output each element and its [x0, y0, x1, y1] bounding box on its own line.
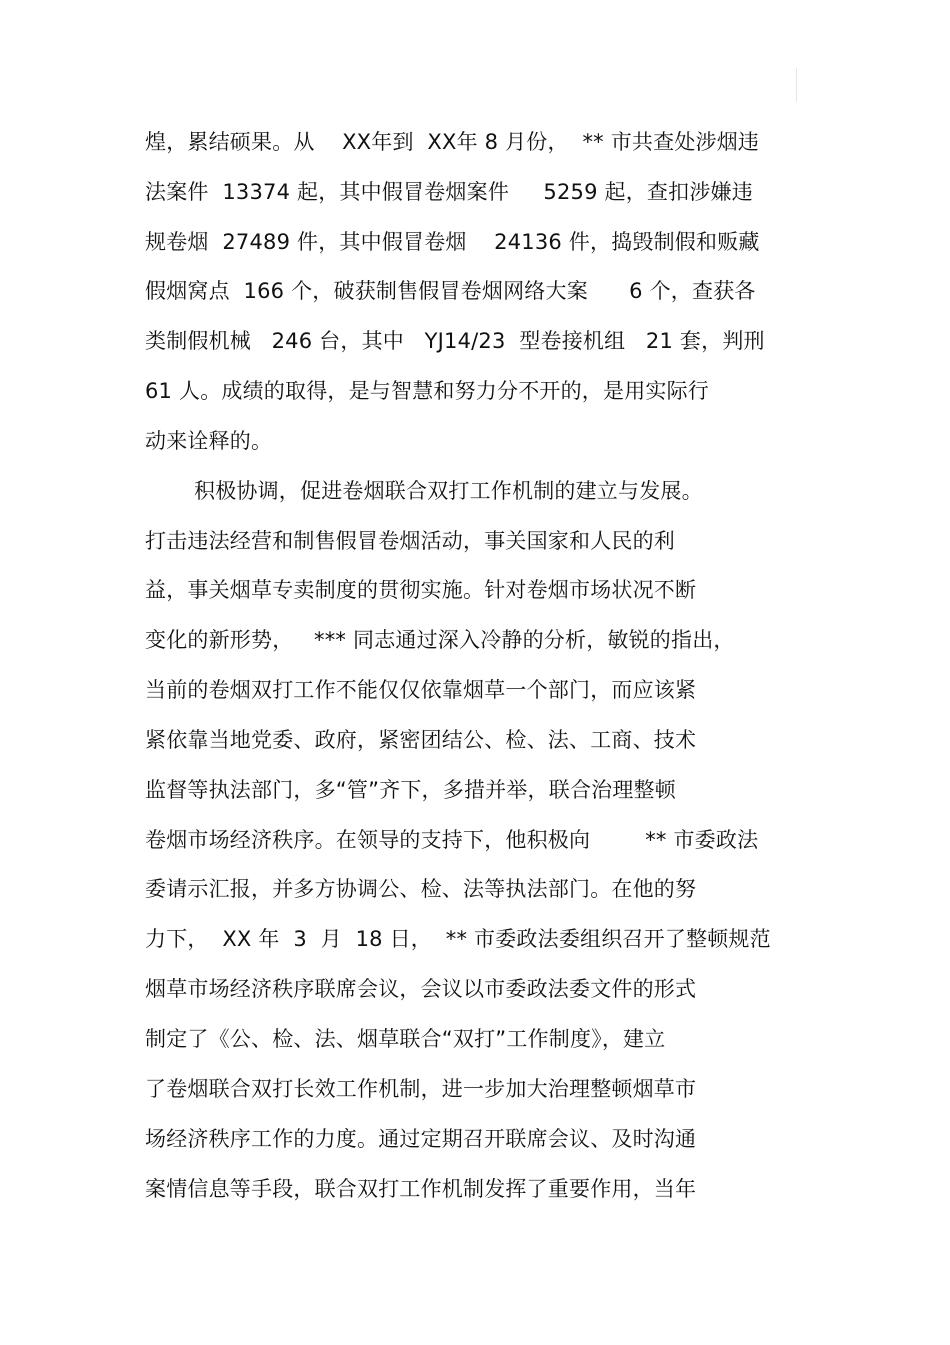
- text-line-19: 制定了《公、检、法、烟草联合“双打”工作制度》，建立: [145, 1027, 666, 1051]
- text-line-18: 烟草市场经济秩序联席会议，会议以市委政法委文件的形式: [145, 977, 697, 1001]
- text-line-6: 61 人。成绩的取得，是与智慧和努力分不开的，是用实际行: [145, 379, 709, 403]
- text-line-12: 当前的卷烟双打工作不能仅仅依靠烟草一个部门，而应该紧: [145, 678, 697, 702]
- text-line-14: 监督等执法部门，多“管”齐下，多措并举，联合治理整顿: [145, 778, 676, 802]
- text-line-11: 变化的新形势， *** 同志通过深入冷静的分析，敏锐的指出，: [145, 628, 735, 652]
- text-line-13: 紧依靠当地党委、政府，紧密团结公、检、法、工商、技术: [145, 728, 697, 752]
- text-line-20: 了卷烟联合双打长效工作机制，进一步加大治理整顿烟草市: [145, 1077, 697, 1101]
- text-line-2: 法案件 13374 起，其中假冒卷烟案件 5259 起，查扣涉嫌违: [145, 180, 753, 204]
- text-line-5: 类制假机械 246 台，其中 YJ14/23 型卷接机组 21 套，判刑: [145, 329, 765, 353]
- text-line-1: 煌，累结硕果。从 XX年到 XX年 8 月份， ** 市共查处涉烟违: [145, 130, 760, 154]
- text-line-9: 打击违法经营和制售假冒卷烟活动，事关国家和人民的利: [145, 529, 675, 553]
- paragraph-heading-line: 积极协调，促进卷烟联合双打工作机制的建立与发展。: [194, 479, 703, 503]
- text-line-21: 场经济秩序工作的力度。通过定期召开联席会议、及时沟通: [145, 1127, 697, 1151]
- text-line-7: 动来诠释的。: [145, 429, 273, 453]
- text-line-17: 力下， XX 年 3 月 18 日， ** 市委政法委组织召开了整顿规范: [145, 927, 771, 951]
- text-line-4: 假烟窝点 166 个，破获制售假冒卷烟网络大案 6 个，查获各: [145, 279, 756, 303]
- page-edge-mark: [796, 68, 797, 102]
- text-line-10: 益，事关烟草专卖制度的贯彻实施。针对卷烟市场状况不断: [145, 578, 697, 602]
- text-line-15: 卷烟市场经济秩序。在领导的支持下，他积极向 ** 市委政法: [145, 828, 759, 852]
- text-line-3: 规卷烟 27489 件，其中假冒卷烟 24136 件，捣毁制假和贩藏: [145, 230, 760, 254]
- text-line-16: 委请示汇报，并多方协调公、检、法等执法部门。在他的努: [145, 877, 697, 901]
- text-line-22: 案情信息等手段，联合双打工作机制发挥了重要作用，当年: [145, 1177, 697, 1201]
